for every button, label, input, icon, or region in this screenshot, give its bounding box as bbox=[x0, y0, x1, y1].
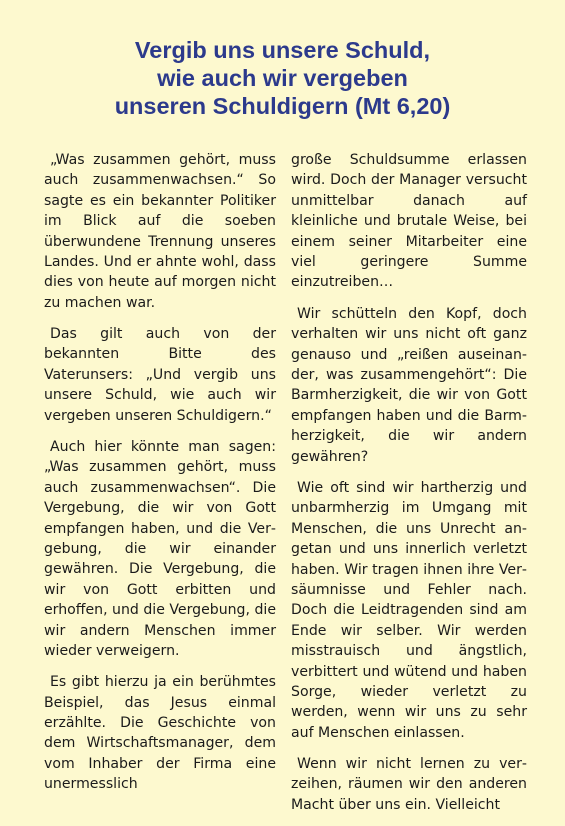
title-line-3: unseren Schuldigern (Mt 6,20) bbox=[114, 93, 451, 119]
paragraph: Wie oft sind wir hartherzig und unbarmherzig im Umgang mit Menschen, die uns Unrecht angetan und uns innerlich verletzt haben. Wir tragen ihnen ihre Versäumnisse und Fehler nach. Doch die Leidtragenden sind am Ende wir selber. Wir werden misstrauisch und ängstlich, verbittert und wütend und haben Sorge, wieder verletzt zu werden, wenn wir uns zu sehr auf Menschen einlassen. bbox=[291, 479, 527, 741]
title-line-2: wie auch wir vergeben bbox=[157, 65, 408, 91]
paragraph: Das gilt auch von der bekannten Bitte des Vaterunsers: „Und vergib uns unsere Schuld, wie auch wir vergeben unseren Schuldigern.“ bbox=[44, 326, 276, 424]
paragraph: Es gibt hierzu ja ein berühmtes Beispiel, das Jesus einmal erzählte. Die Geschichte von dem Wirtschaftsmanager, dem vom Inhaber der Firma eine unermesslich bbox=[44, 674, 276, 793]
paragraph: „Was zusammen gehört, muss auch zusammenwachsen.“ So sagte es ein bekannter Politiker im Blick auf die soeben überwundene Trennung unseres Landes. Und er ahnte wohl, dass dies von heute auf morgen nicht zu machen war. bbox=[44, 152, 276, 311]
page-title bbox=[0, 36, 565, 120]
paragraph: Wir schütteln den Kopf, doch verhalten wir uns nicht oft ganz genauso und „reißen auseinander, was zusammengehört“: Die Barmherzigkeit, die wir von Gott empfangen haben und die Barmherzigkeit, die wir andern gewähren? bbox=[291, 305, 527, 465]
paragraph: Auch hier könnte man sagen: „Was zusammen gehört, muss auch zusammenwachsen“. Die Vergebung, die wir von Gott empfangen haben, und die Vergebung, die wir einander gewähren. Die Vergebung, die wir von Gott erbitten und erhoffen, und die Vergebung, die wir andern Menschen immer wieder verweigern. bbox=[44, 438, 276, 659]
title-line-1: Vergib uns unsere Schuld, bbox=[134, 37, 431, 63]
left-column bbox=[44, 150, 276, 805]
paragraph-continued: große Schuldsumme erlassen wird. Doch der Manager versucht unmittelbar danach auf kleinliche und brutale Weise, bei einem seiner Mitarbeiter eine viel geringere Summe einzutreiben… bbox=[291, 152, 527, 291]
right-column bbox=[291, 150, 527, 826]
paragraph: Wenn wir nicht lernen zu verzeihen, räumen wir den anderen Macht über uns ein. Vielleicht bbox=[291, 755, 527, 813]
